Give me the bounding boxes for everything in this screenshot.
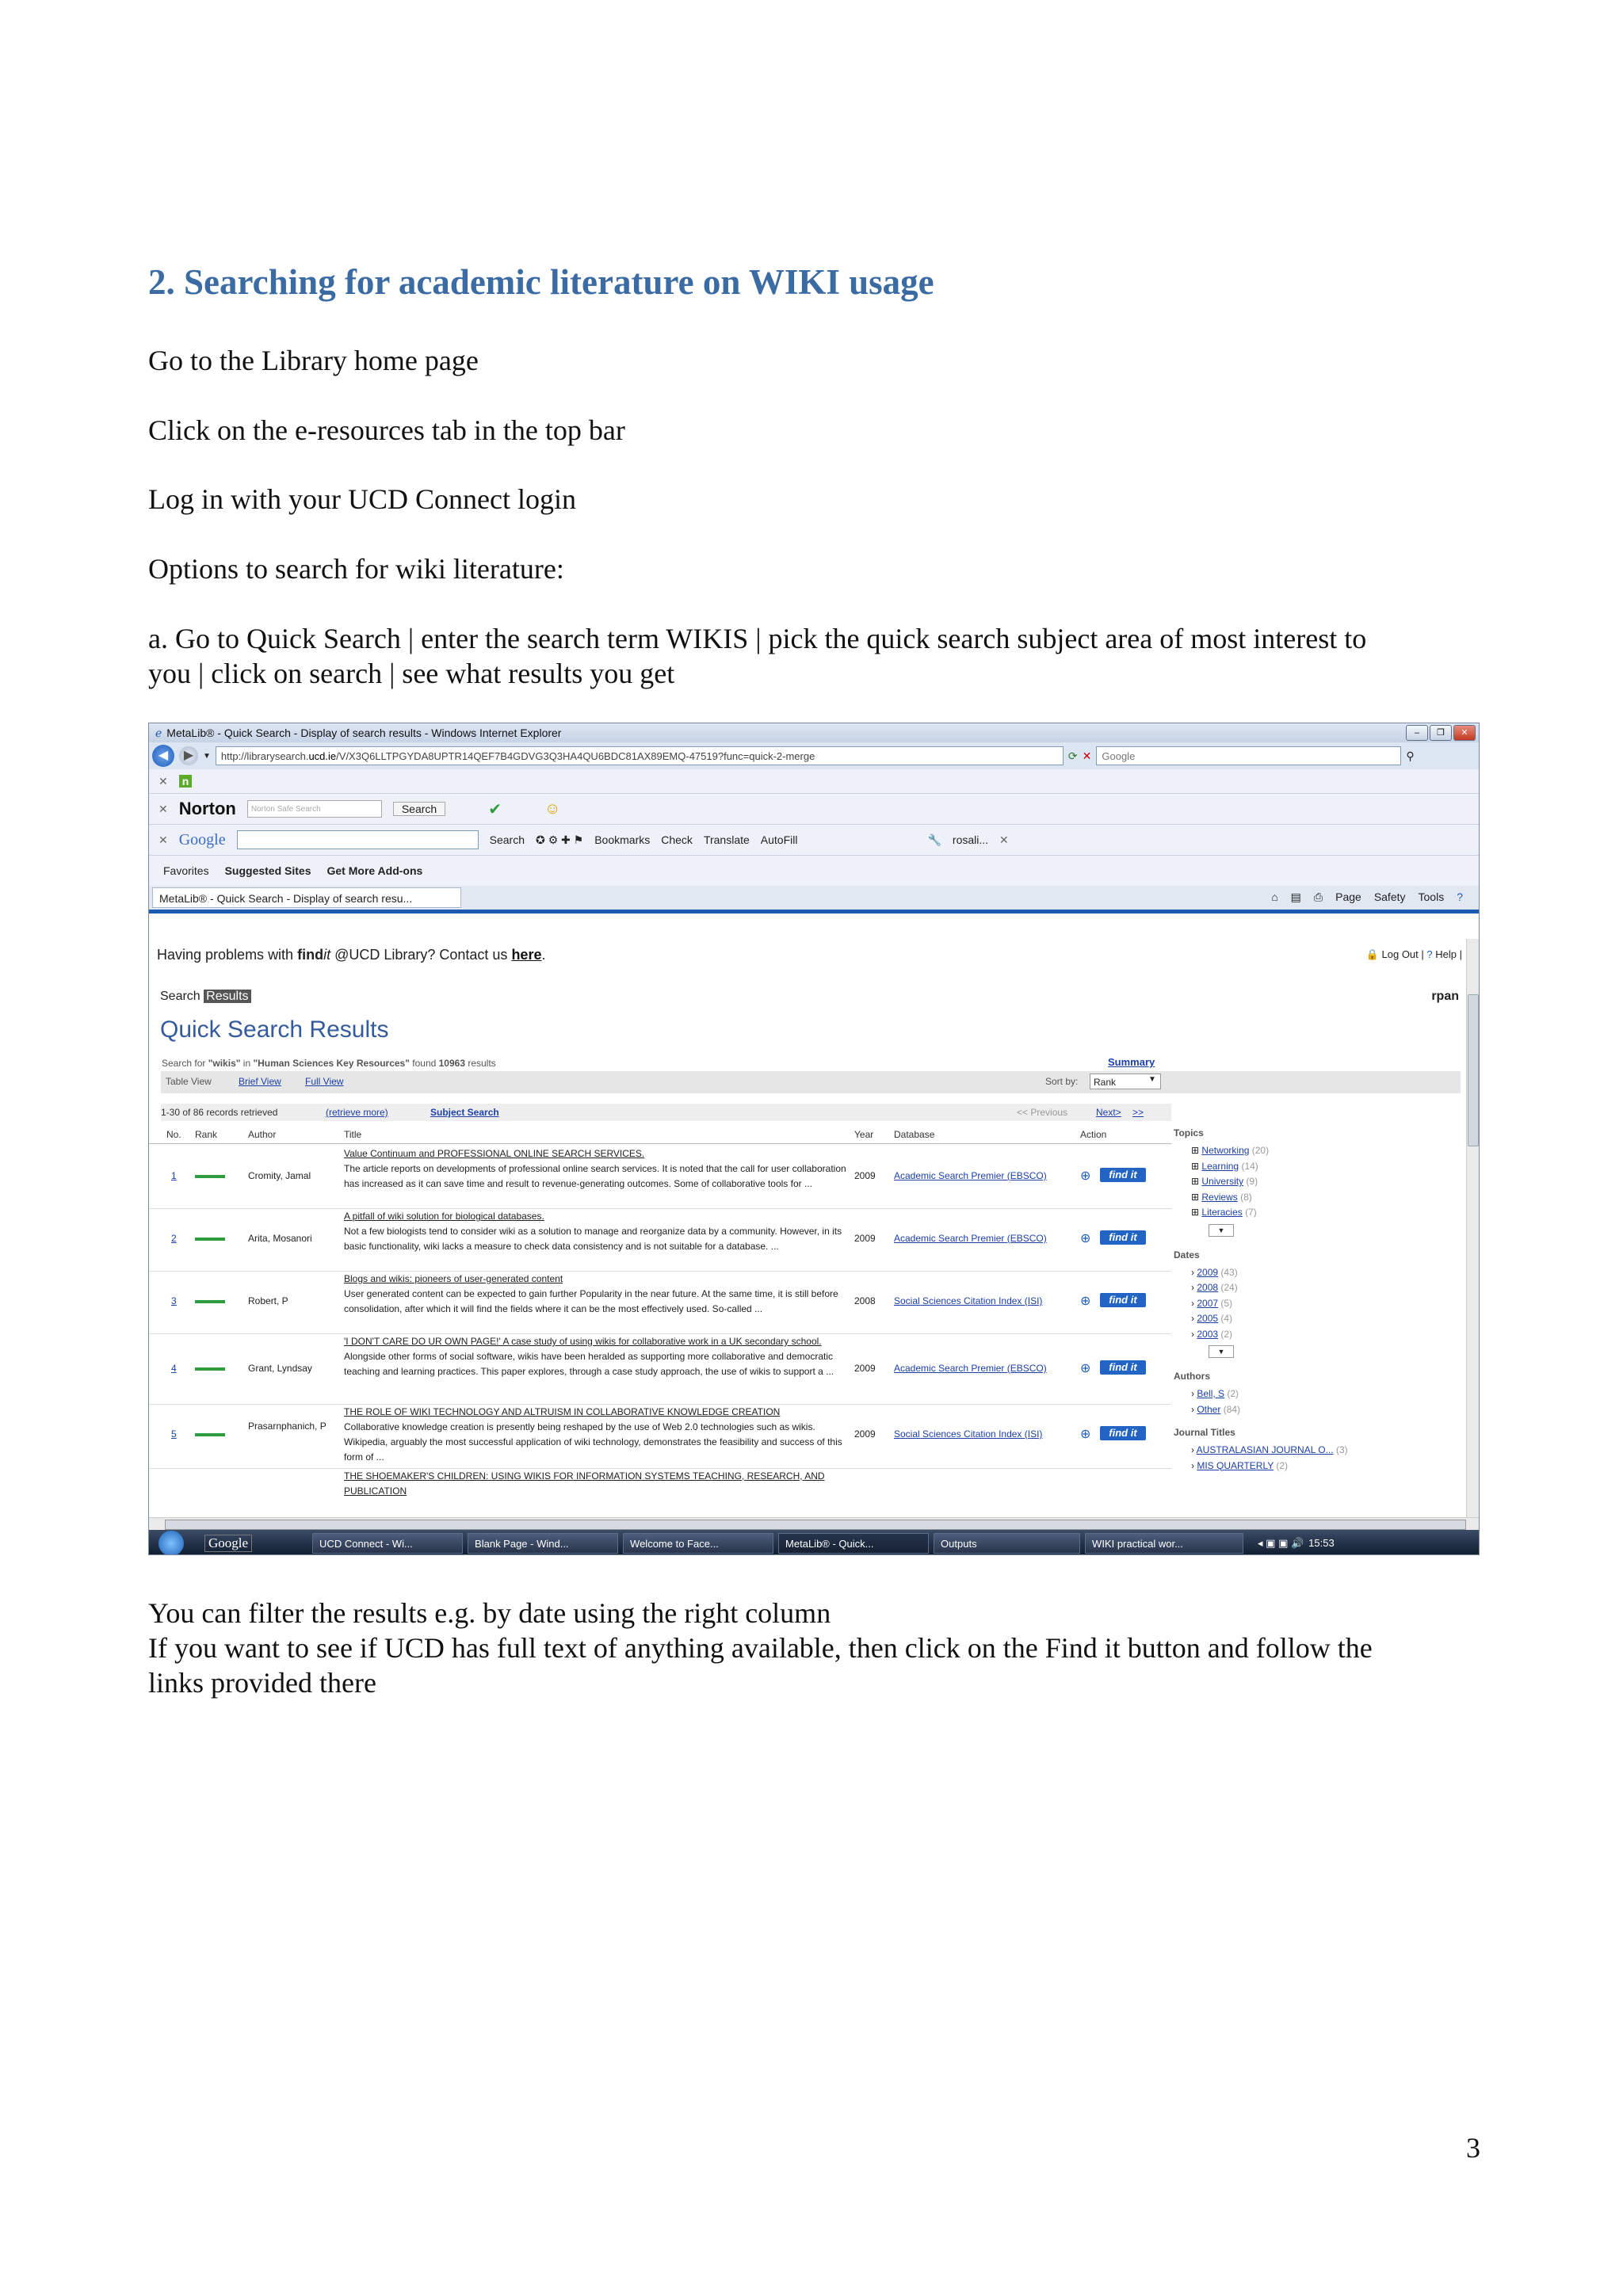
page-menu[interactable]: Page (1335, 891, 1361, 903)
expand-icon[interactable]: ⊞ (1191, 1145, 1202, 1156)
here-dot: . (541, 947, 546, 963)
ie-icon: ℯ (155, 726, 162, 739)
findit-brand: find (297, 947, 324, 963)
refresh-icon[interactable]: ⟳ (1067, 749, 1078, 762)
result-row (149, 1272, 1171, 1334)
cart-icon[interactable]: ⊕ (1080, 1295, 1091, 1308)
step-login: Log in with your UCD Connect login (148, 483, 576, 515)
facet-item[interactable] (1191, 1143, 1459, 1159)
username: rpan (1431, 990, 1459, 1003)
summary-found: found (409, 1058, 439, 1069)
facet-label[interactable]: Learning (1201, 1160, 1239, 1172)
page-title: Quick Search Results (160, 1016, 389, 1043)
facet-label[interactable]: 2009 (1197, 1266, 1219, 1278)
records-bar (161, 1104, 1171, 1121)
rank-bar (195, 1367, 225, 1371)
clock: 15:53 (1308, 1537, 1335, 1549)
result-database[interactable]: Social Sciences Citation Index (ISI) (894, 1428, 1043, 1440)
search-icon[interactable]: ⚲ (1406, 749, 1415, 762)
facet-count: (14) (1241, 1160, 1258, 1172)
logout-link[interactable]: Log Out (1381, 948, 1419, 960)
chevron-right-icon: › (1191, 1313, 1197, 1324)
address-prefix: http://librarysearch. (220, 750, 309, 762)
facet-item[interactable] (1191, 1459, 1459, 1474)
col-title: Title (344, 1129, 362, 1140)
norton-toolbar (149, 794, 1479, 825)
after-line-1: You can filter the results e.g. by date using the right column (148, 1597, 831, 1629)
problem-text: Having problems with (157, 947, 298, 963)
result-text (344, 1209, 851, 1254)
task-button[interactable]: MetaLib® - Quick... (778, 1533, 929, 1554)
task-button[interactable]: Blank Page - Wind... (468, 1533, 618, 1554)
facet-label[interactable]: 2005 (1197, 1313, 1219, 1324)
facet-item[interactable] (1191, 1311, 1459, 1327)
hscroll-thumb[interactable] (165, 1520, 1466, 1530)
result-database[interactable]: Social Sciences Citation Index (ISI) (894, 1295, 1043, 1306)
facet-label[interactable]: 2003 (1197, 1328, 1219, 1340)
result-author: Prasarnphanich, P (248, 1421, 327, 1432)
step-library-home: Go to the Library home page (148, 345, 479, 376)
facet-count: (9) (1246, 1176, 1258, 1187)
chevron-right-icon: › (1191, 1282, 1197, 1293)
chevron-right-icon: › (1191, 1328, 1197, 1340)
result-row (149, 1146, 1171, 1209)
more-dates-icon[interactable]: ▼ (1209, 1345, 1234, 1358)
check-button[interactable]: Check (661, 833, 693, 846)
wrench-icon[interactable]: 🔧 (927, 833, 941, 846)
cart-icon[interactable]: ⊕ (1080, 1428, 1091, 1441)
result-row (149, 1209, 1171, 1272)
previous-link[interactable]: << Previous (1017, 1107, 1068, 1118)
facet-authors-title: Authors (1174, 1371, 1210, 1382)
facet-item[interactable] (1191, 1159, 1459, 1175)
google-search-input[interactable] (237, 830, 479, 849)
facet-item[interactable] (1191, 1402, 1459, 1418)
summary-link[interactable]: Summary (1108, 1056, 1155, 1068)
facet-count: (84) (1223, 1403, 1241, 1415)
norton-search-button[interactable]: Search (393, 802, 445, 816)
facet-label[interactable]: Literacies (1201, 1207, 1243, 1218)
option-a-line1: a. Go to Quick Search | enter the search term WIKIS | pick the quick search subject area of most interest to (148, 623, 1367, 654)
get-more-addons-link[interactable]: Get More Add-ons (327, 864, 423, 877)
vertical-scrollbar[interactable] (1466, 939, 1479, 1517)
last-page-link[interactable]: >> (1132, 1107, 1144, 1118)
result-year: 2009 (854, 1233, 876, 1244)
dropdown-icon[interactable]: ▼ (203, 751, 211, 761)
option-a-line2: you | click on search | see what results you get (148, 658, 675, 689)
google-toolbar (149, 825, 1479, 856)
window-controls (1406, 725, 1476, 741)
summary-post: results (465, 1058, 496, 1069)
full-view-link[interactable]: Full View (305, 1076, 344, 1087)
favorites-button[interactable]: Favorites (163, 864, 209, 877)
result-abstract: The article reports on developments of professional online search services. It is noted that the call for user collaboration has increased as it can save time and result to revenue-generating outcomes. Some of collaborative tools for ... (344, 1163, 846, 1189)
address-bar[interactable] (216, 746, 1064, 765)
after-line-2: If you want to see if UCD has full text of anything available, then click on the Find it button and follow the (148, 1632, 1373, 1664)
facet-item[interactable] (1191, 1265, 1459, 1281)
findit-button[interactable]: find it (1100, 1293, 1146, 1307)
crumb-results[interactable]: Results (204, 990, 250, 1003)
google-logo[interactable]: Google (178, 830, 226, 849)
rank-bar (195, 1433, 225, 1436)
result-database[interactable]: Academic Search Premier (EBSCO) (894, 1363, 1047, 1374)
facet-topics-title: Topics (1174, 1127, 1204, 1138)
bookmarks-button[interactable]: Bookmarks (594, 833, 651, 846)
result-row (149, 1469, 1171, 1501)
result-text (344, 1405, 851, 1465)
address-host: ucd.ie (308, 750, 337, 762)
task-button[interactable]: Welcome to Face... (623, 1533, 773, 1554)
facet-label[interactable]: MIS QUARTERLY (1197, 1459, 1274, 1471)
result-year: 2008 (854, 1295, 876, 1306)
facet-count: (7) (1245, 1207, 1257, 1218)
help-link[interactable]: Help (1435, 948, 1457, 960)
address-rest: /V/X3Q6LLTPGYDA8UPTR14QEF7B4GDVG3Q3HA4QU6BDC81AX89EMQ-47519?func=quick-2-merge (336, 750, 815, 762)
task-button[interactable]: Outputs (934, 1533, 1080, 1554)
maximize-icon[interactable]: ❐ (1430, 725, 1452, 741)
problem-rest: @UCD Library? Contact us (330, 947, 512, 963)
result-abstract: Not a few biologists tend to consider wiki as a solution to manage and reorganize data by a community. However, in its basic functionality, wiki lacks a measure to check data consistency and is not suitable for a database. ... (344, 1226, 842, 1252)
window-title: MetaLib® - Quick Search - Display of search results - Windows Internet Explorer (166, 727, 562, 739)
task-button[interactable]: WIKI practical wor... (1085, 1533, 1243, 1554)
findit-i: it (323, 947, 331, 963)
findit-button[interactable]: find it (1100, 1426, 1146, 1440)
view-options-bar (161, 1071, 1461, 1093)
facet-label[interactable]: Other (1197, 1403, 1221, 1415)
next-link[interactable]: Next> (1096, 1107, 1121, 1118)
expand-icon[interactable]: ⊞ (1191, 1160, 1202, 1172)
checkmark-icon[interactable]: ✔ (488, 800, 502, 818)
toolbar-row-1 (149, 769, 1479, 794)
metalib-page (149, 939, 1468, 1517)
contact-here-link[interactable]: here (511, 947, 542, 963)
search-summary (162, 1058, 496, 1069)
translate-button[interactable]: Translate (703, 833, 750, 846)
close-icon[interactable]: ✕ (1453, 725, 1476, 741)
findit-button[interactable]: find it (1100, 1168, 1146, 1182)
facet-item[interactable] (1191, 1327, 1459, 1343)
close-toolbar-icon[interactable]: ✕ (158, 774, 168, 788)
toolbar-tools-icon[interactable]: ✪ ⚙ ✚ ⚑ (535, 833, 584, 846)
search-input[interactable]: Google (1096, 746, 1401, 765)
result-title[interactable]: THE SHOEMAKER'S CHILDREN: USING WIKIS FOR INFORMATION SYSTEMS TEACHING, RESEARCH, AND PUBLICATION (344, 1470, 825, 1497)
result-text (344, 1469, 851, 1499)
result-no[interactable]: 5 (171, 1428, 177, 1440)
result-database[interactable]: Academic Search Premier (EBSCO) (894, 1233, 1047, 1244)
facet-count: (2) (1220, 1328, 1233, 1340)
toolbar-app-icon[interactable]: n (179, 775, 193, 788)
close-toolbar2-icon[interactable]: ✕ (999, 833, 1009, 846)
section-heading: 2. Searching for academic literature on WIKI usage (148, 262, 934, 302)
google-search-button[interactable]: Search (489, 833, 525, 846)
facet-label[interactable]: Reviews (1201, 1191, 1238, 1203)
sort-label: Sort by: (1045, 1076, 1079, 1087)
facet-label[interactable]: Bell, S (1197, 1388, 1225, 1399)
tab-bar (149, 886, 1479, 913)
facet-count: (2) (1276, 1459, 1289, 1471)
facet-item[interactable] (1191, 1386, 1459, 1402)
result-title[interactable]: Value Continuum and PROFESSIONAL ONLINE SEARCH SERVICES. (344, 1148, 645, 1159)
result-no[interactable]: 4 (171, 1363, 177, 1374)
cart-icon[interactable]: ⊕ (1080, 1362, 1091, 1375)
horizontal-scrollbar[interactable] (149, 1517, 1480, 1531)
tools-menu[interactable]: Tools (1418, 891, 1445, 903)
chevron-right-icon: › (1191, 1444, 1197, 1455)
expand-icon[interactable]: ⊞ (1191, 1176, 1202, 1187)
tab-metalib[interactable]: MetaLib® - Quick Search - Display of search resu... (152, 887, 461, 908)
result-title[interactable]: THE ROLE OF WIKI TECHNOLOGY AND ALTRUISM IN COLLABORATIVE KNOWLEDGE CREATION (344, 1406, 781, 1417)
chevron-right-icon: › (1191, 1266, 1197, 1278)
col-action: Action (1080, 1129, 1107, 1140)
facet-item[interactable] (1191, 1205, 1459, 1221)
autofill-button[interactable]: AutoFill (760, 833, 798, 846)
facet-count: (20) (1251, 1145, 1270, 1156)
close-google-icon[interactable]: ✕ (158, 833, 168, 846)
result-author: Grant, Lyndsay (248, 1363, 312, 1374)
result-text (344, 1334, 851, 1379)
home-icon[interactable]: ⌂ (1271, 891, 1278, 903)
facet-journals-title: Journal Titles (1174, 1427, 1235, 1438)
facet-label[interactable]: Networking (1201, 1145, 1250, 1156)
result-no[interactable]: 3 (171, 1295, 177, 1306)
result-author: Arita, Mosanori (248, 1233, 312, 1244)
safety-menu[interactable]: Safety (1373, 891, 1406, 903)
findit-button[interactable]: find it (1100, 1360, 1146, 1375)
smiley-icon[interactable]: ☺ (544, 799, 561, 818)
cart-icon[interactable]: ⊕ (1080, 1232, 1091, 1245)
brief-view-link[interactable]: Brief View (239, 1076, 281, 1087)
facet-item[interactable] (1191, 1174, 1459, 1190)
facet-label[interactable]: University (1201, 1176, 1244, 1187)
windows-taskbar (149, 1530, 1480, 1555)
col-year: Year (854, 1129, 874, 1140)
facet-count: (8) (1240, 1191, 1252, 1203)
facet-count: (3) (1335, 1444, 1348, 1455)
result-year: 2009 (854, 1363, 876, 1374)
back-icon[interactable]: ◀ (152, 745, 174, 767)
result-author: Cromity, Jamal (248, 1170, 311, 1181)
summary-set: "Human Sciences Key Resources" (253, 1058, 410, 1069)
norton-logo[interactable]: Norton (178, 799, 236, 818)
sort-dropdown-icon[interactable]: ▼ (1148, 1075, 1156, 1084)
rank-bar (195, 1175, 225, 1178)
facet-label[interactable]: 2007 (1197, 1297, 1219, 1309)
close-norton-icon[interactable]: ✕ (158, 802, 168, 815)
crumb-search[interactable]: Search (160, 990, 200, 1003)
result-text (344, 1272, 851, 1317)
facet-label[interactable]: AUSTRALASIAN JOURNAL O... (1196, 1444, 1334, 1455)
system-tray-icons: ◂ ▣ ▣ 🔊 (1258, 1536, 1304, 1549)
more-topics-icon[interactable]: ▼ (1209, 1224, 1234, 1237)
expand-icon[interactable]: ⊞ (1191, 1207, 1202, 1218)
col-rank: Rank (195, 1129, 218, 1140)
result-author: Robert, P (248, 1295, 288, 1306)
result-title[interactable]: Blogs and wikis: pioneers of user-generated content (344, 1273, 563, 1284)
chevron-right-icon: › (1191, 1403, 1197, 1415)
facet-item[interactable] (1191, 1443, 1459, 1459)
help-icon[interactable]: ? (1457, 891, 1463, 903)
result-row (149, 1334, 1171, 1405)
facet-label[interactable]: 2008 (1197, 1282, 1219, 1293)
col-database: Database (894, 1129, 935, 1140)
cart-icon[interactable]: ⊕ (1080, 1169, 1091, 1183)
sort-select[interactable]: Rank (1090, 1074, 1161, 1089)
norton-search-input[interactable]: Norton Safe Search (247, 800, 382, 818)
summary-in: in (240, 1058, 254, 1069)
summary-pre: Search for (162, 1058, 208, 1069)
page-number: 3 (1466, 2132, 1480, 2164)
result-no[interactable]: 2 (171, 1233, 177, 1244)
result-row (149, 1405, 1171, 1469)
result-year: 2009 (854, 1170, 876, 1181)
browser-screenshot (148, 723, 1480, 1555)
retrieve-more-link[interactable]: (retrieve more) (326, 1107, 388, 1118)
rank-bar (195, 1238, 225, 1241)
result-abstract: User generated content can be expected to gain further Popularity in the near future. At the same time, it is still before consolidation, after which it will find the fields where it can be the most effectively used. So-called ... (344, 1288, 838, 1314)
step-options: Options to search for wiki literature: (148, 553, 564, 585)
result-title[interactable]: 'I DON'T CARE DO UR OWN PAGE!' A case study of using wikis for collaborative work in a UK secondary school. (344, 1336, 822, 1347)
summary-term: "wikis" (208, 1058, 241, 1069)
result-abstract: Collaborative knowledge creation is presently being reshaped by the use of Web 2.0 technologies such as wikis. Wikipedia, arguably the most successful application of wiki technology, demonstrates the feasibility and success of this form of ... (344, 1421, 842, 1463)
breadcrumb (160, 990, 251, 1004)
minimize-icon[interactable]: – (1406, 725, 1428, 741)
records-text: 1-30 of 86 records retrieved (161, 1107, 278, 1118)
account-links: 🔒 Log Out | ? Help | (1365, 948, 1462, 960)
stop-icon[interactable]: ✕ (1082, 749, 1092, 762)
favorites-bar (149, 856, 1479, 886)
summary-count: 10963 (438, 1058, 465, 1069)
chevron-right-icon: › (1191, 1388, 1197, 1399)
chevron-right-icon: › (1191, 1459, 1197, 1471)
start-button[interactable] (158, 1531, 184, 1556)
user-menu[interactable]: rosali... (952, 833, 989, 846)
result-abstract: Alongside other forms of social software, wikis have been heralded as supporting more collaborative and democratic teaching and learning practices. This paper explores, through a case study approach, the use of wikis to support a ... (344, 1351, 834, 1377)
facet-sidebar (1174, 1127, 1459, 1474)
lock-icon: 🔒 (1365, 948, 1379, 960)
result-year: 2009 (854, 1428, 876, 1440)
table-view-link[interactable]: Table View (166, 1076, 212, 1087)
result-database[interactable]: Academic Search Premier (EBSCO) (894, 1170, 1047, 1181)
result-text (344, 1146, 851, 1192)
address-row (149, 742, 1479, 769)
facet-dates-title: Dates (1174, 1249, 1200, 1261)
rank-bar (195, 1300, 225, 1303)
command-bar (1271, 891, 1463, 904)
results-header (149, 1129, 1171, 1144)
taskbar-google[interactable]: Google (204, 1535, 252, 1552)
print-icon[interactable]: ⎙ (1313, 891, 1323, 903)
forward-icon[interactable]: ▶ (179, 746, 198, 765)
facet-count: (43) (1220, 1266, 1238, 1278)
problem-banner (157, 947, 545, 963)
step-eresources: Click on the e-resources tab in the top bar (148, 414, 625, 446)
scroll-thumb[interactable] (1468, 994, 1479, 1146)
after-line-3: links provided there (148, 1667, 376, 1699)
feeds-icon[interactable]: ▤ (1290, 891, 1301, 903)
facet-count: (2) (1227, 1388, 1239, 1399)
facet-item[interactable] (1191, 1280, 1459, 1296)
suggested-sites-link[interactable]: Suggested Sites (224, 864, 311, 877)
facet-item[interactable] (1191, 1296, 1459, 1312)
facet-count: (24) (1220, 1282, 1238, 1293)
facet-count: (5) (1220, 1297, 1233, 1309)
chevron-right-icon: › (1191, 1297, 1197, 1309)
expand-icon[interactable]: ⊞ (1191, 1191, 1202, 1203)
facet-count: (4) (1220, 1313, 1233, 1324)
window-titlebar (149, 723, 1479, 742)
col-no: No. (166, 1129, 181, 1140)
result-title[interactable]: A pitfall of wiki solution for biological databases. (344, 1211, 544, 1222)
col-author: Author (248, 1129, 277, 1140)
findit-button[interactable]: find it (1100, 1230, 1146, 1245)
facet-item[interactable] (1191, 1190, 1459, 1206)
help-circle-icon: ? (1426, 948, 1433, 960)
subject-search-link[interactable]: Subject Search (430, 1107, 499, 1118)
result-no[interactable]: 1 (171, 1170, 177, 1181)
task-button[interactable]: UCD Connect - Wi... (312, 1533, 463, 1554)
